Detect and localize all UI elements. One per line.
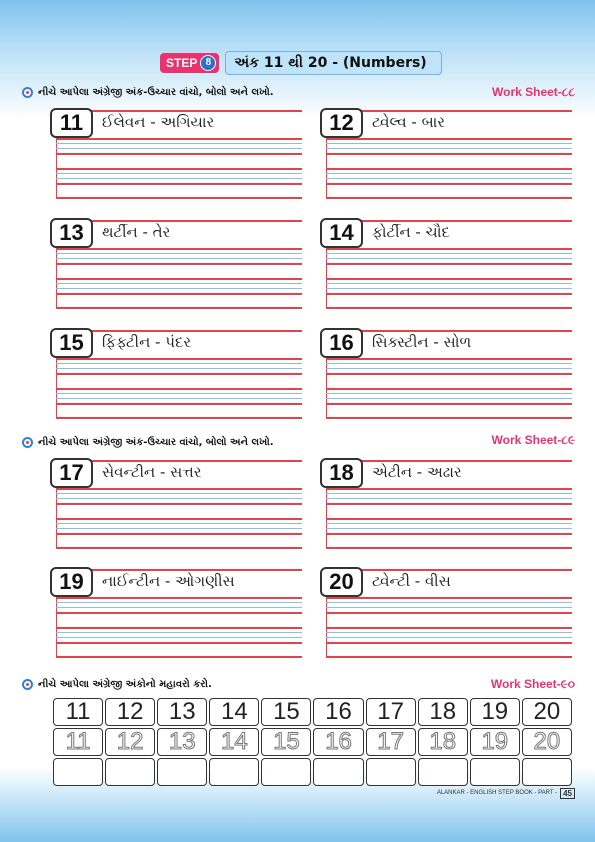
blank-practice-cell[interactable] [522,758,572,786]
footer-text: ALANKAR - ENGLISH STEP BOOK - PART - [436,790,558,796]
practice-number: 13 [157,698,207,726]
practice-number: 11 [53,698,103,726]
instruction-2 [22,434,442,450]
number-box: 13 [50,218,93,248]
worksheet-label: Work Sheet-૮૮ [492,85,575,99]
blank-practice-cell[interactable] [157,758,207,786]
blank-practice-cell[interactable] [366,758,416,786]
number-box: 15 [50,328,93,358]
number-word: ટ્વેલ્વ - બાર [372,113,446,131]
title-text: અંક 11 થી 20 - (Numbers) [225,51,442,75]
number-box: 14 [320,218,363,248]
trace-number: 14 [209,728,259,756]
practice-table [52,697,573,787]
worksheet-label: Work Sheet-૮૯ [491,433,575,447]
number-cell [320,328,572,418]
step-number: 8 [200,55,216,71]
number-cell [320,567,572,657]
trace-number: 19 [470,728,520,756]
trace-number: 11 [53,728,103,756]
step-label: STEP [166,55,198,70]
number-cell [50,328,302,418]
number-word: ટ્વેન્ટી - વીસ [372,572,451,590]
practice-row-dotted [52,727,573,757]
bullet-icon [22,437,33,448]
number-word: ફોર્ટીન - ચૌદ [372,223,450,241]
practice-number: 16 [313,698,363,726]
trace-number: 17 [366,728,416,756]
practice-number: 17 [366,698,416,726]
bullet-icon [22,87,33,98]
blank-practice-cell[interactable] [261,758,311,786]
number-word: સિક્સ્ટીન - સોળ [372,333,472,351]
number-word: ઈલેવન - અગિયાર [102,113,215,131]
step-badge [160,53,219,73]
number-box: 16 [320,328,363,358]
page-number: 45 [560,788,575,799]
trace-number: 13 [157,728,207,756]
number-word: થર્ટીન - તેર [102,223,171,241]
blank-practice-cell[interactable] [53,758,103,786]
number-box: 20 [320,567,363,597]
practice-number: 18 [418,698,468,726]
trace-number: 15 [261,728,311,756]
blank-practice-cell[interactable] [313,758,363,786]
blank-practice-cell[interactable] [105,758,155,786]
practice-number: 20 [522,698,572,726]
number-box: 17 [50,458,93,488]
number-cell [50,458,302,548]
instruction-text: નીચે આપેલા અંગ્રેજી અંકોનો મહાવરો કરો. [38,678,212,690]
number-cell [320,218,572,308]
number-word: સેવન્ટીન - સત્તર [102,463,202,481]
practice-number: 14 [209,698,259,726]
instruction-1 [22,84,442,100]
blank-practice-cell[interactable] [470,758,520,786]
number-cell [50,218,302,308]
number-word: નાઈન્ટીન - ઓગણીસ [102,572,235,590]
number-cell [50,108,302,198]
blank-practice-cell[interactable] [209,758,259,786]
number-cell [320,458,572,548]
number-box: 11 [50,108,93,138]
worksheet-label: Work Sheet-૯૦ [490,677,575,691]
instruction-text: નીચે આપેલા અંગ્રેજી અંક-ઉચ્ચાર વાંચો, બોલો અને લખો. [38,86,274,98]
practice-number: 19 [470,698,520,726]
practice-number: 12 [105,698,155,726]
blank-practice-cell[interactable] [418,758,468,786]
number-cell [320,108,572,198]
number-box: 19 [50,567,93,597]
trace-number: 20 [522,728,572,756]
trace-number: 12 [105,728,155,756]
instruction-3 [22,676,442,692]
number-cell [50,567,302,657]
number-word: ફિફ્ટીન - પંદર [102,333,192,351]
practice-row-solid [52,697,573,727]
footer [430,787,575,799]
practice-number: 15 [261,698,311,726]
trace-number: 18 [418,728,468,756]
number-word: એટીન - અઢાર [372,463,462,481]
number-box: 18 [320,458,363,488]
number-box: 12 [320,108,363,138]
page-title [160,50,442,75]
practice-row-blank [52,757,573,787]
instruction-text: નીચે આપેલા અંગ્રેજી અંક-ઉચ્ચાર વાંચો, બોલો અને લખો. [38,436,274,448]
trace-number: 16 [313,728,363,756]
bullet-icon [22,679,33,690]
